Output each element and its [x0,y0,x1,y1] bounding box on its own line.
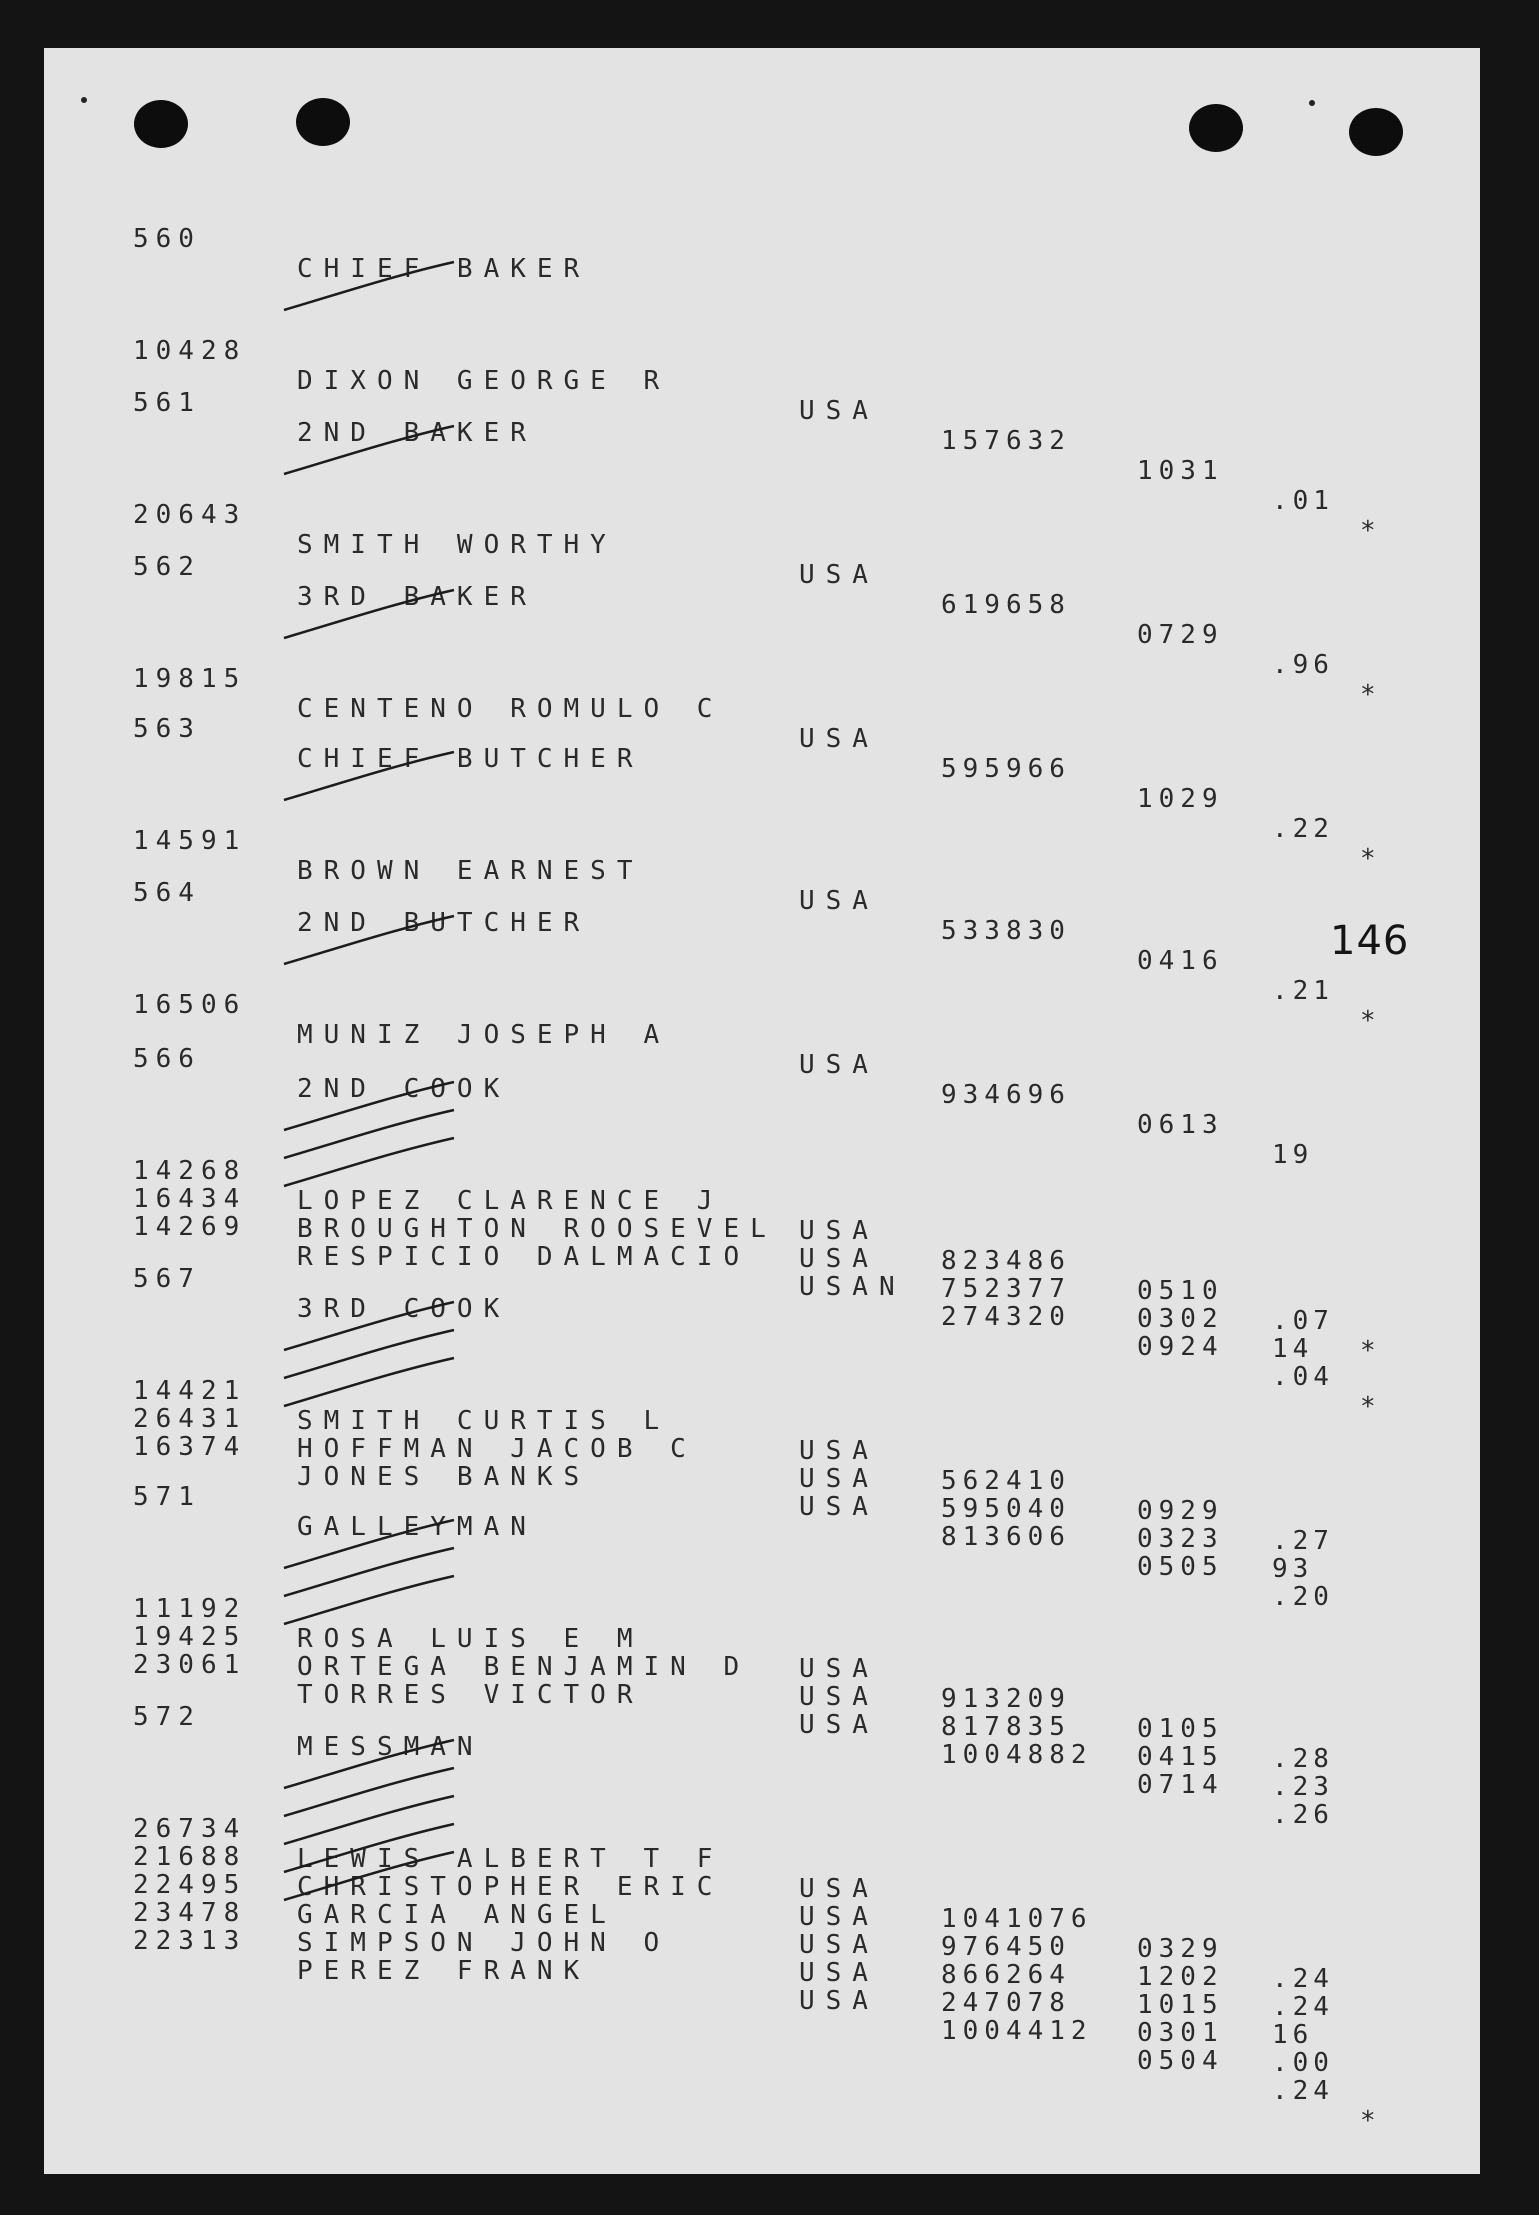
ink-speck [1309,100,1315,106]
row-id: 813606 [941,1522,1071,1552]
row-value: .00 [1272,2048,1334,2078]
row-name: HOFFMAN JACOB C [297,1434,697,1464]
punch-hole [1189,104,1243,152]
section-code: 564 [133,878,201,908]
row-id: 1041076 [941,1904,1093,1934]
row-id: 752377 [941,1274,1071,1304]
row-value: .24 [1272,1992,1334,2022]
row-nationality: USA [799,1986,879,2016]
row-value: .24 [1272,1964,1334,1994]
row-value: .28 [1272,1744,1334,1774]
row-id: 595040 [941,1494,1071,1524]
row-number: 22313 [133,1926,247,1956]
row-mark: * [1360,1006,1376,1036]
row-nationality: USA [799,1050,879,1080]
row-name: JONES BANKS [297,1462,591,1492]
row-nationality: USA [799,1710,879,1740]
row-nationality: USA [799,1492,879,1522]
row-value: 93 [1272,1554,1314,1584]
row-name: CHRISTOPHER ERIC [297,1872,724,1902]
row-nationality: USA [799,1244,879,1274]
section-code: 566 [133,1044,201,1074]
section-code: 560 [133,224,201,254]
row-nationality: USA [799,1464,879,1494]
page-number: 146 [1330,918,1410,964]
row-date: 1029 [1137,784,1224,814]
row-number: 26734 [133,1814,247,1844]
row-value: .96 [1272,650,1334,680]
row-date: 0613 [1137,1110,1224,1140]
section-code: 571 [133,1482,201,1512]
row-number: 16374 [133,1432,247,1462]
row-id: 1004882 [941,1740,1093,1770]
row-name: BROWN EARNEST [297,856,644,886]
section-code: 561 [133,388,201,418]
row-id: 157632 [941,426,1071,456]
row-mark: * [1360,516,1376,546]
row-number: 19425 [133,1622,247,1652]
section-title: 2ND COOK [297,1074,511,1104]
row-nationality: USA [799,1902,879,1932]
row-name: SMITH CURTIS L [297,1406,671,1436]
row-date: 0504 [1137,2046,1224,2076]
row-value: 19 [1272,1140,1314,1170]
row-value: .21 [1272,976,1334,1006]
section-code: 562 [133,552,201,582]
row-number: 23478 [133,1898,247,1928]
row-name: BROUGHTON ROOSEVEL [297,1214,777,1244]
punch-hole [134,100,188,148]
section-code: 572 [133,1702,201,1732]
row-number: 14268 [133,1156,247,1186]
row-mark: * [1360,1336,1376,1366]
row-date: 0329 [1137,1934,1224,1964]
row-number: 14591 [133,826,247,856]
row-id: 595966 [941,754,1071,784]
row-mark: * [1360,2106,1376,2136]
row-number: 26431 [133,1404,247,1434]
ink-speck [81,97,87,103]
row-name: ORTEGA BENJAMIN D [297,1652,751,1682]
row-number: 11192 [133,1594,247,1624]
row-id: 533830 [941,916,1071,946]
row-nationality: USA [799,1682,879,1712]
section-title: 2ND BUTCHER [297,908,591,938]
row-id: 274320 [941,1302,1071,1332]
row-id: 1004412 [941,2016,1093,2046]
section-code: 563 [133,714,201,744]
section-572 [44,1672,1480,2136]
row-nationality: USA [799,560,879,590]
row-date: 1202 [1137,1962,1224,1992]
row-value: .20 [1272,1582,1334,1612]
row-name: PEREZ FRANK [297,1956,591,1986]
row-id: 976450 [941,1932,1071,1962]
row-number: 10428 [133,336,247,366]
row-number: 23061 [133,1650,247,1680]
section-heading [44,1014,1480,1104]
row-date: 0302 [1137,1304,1224,1334]
row-number: 16506 [133,990,247,1020]
row-name: SIMPSON JOHN O [297,1928,671,1958]
row-nationality: USAN [799,1272,906,1302]
row-value: 16 [1272,2020,1314,2050]
section-title: GALLEYMAN [297,1512,537,1542]
row-date: 0105 [1137,1714,1224,1744]
row-name: LOPEZ CLARENCE J [297,1186,724,1216]
row-value: .01 [1272,486,1334,516]
row-nationality: USA [799,1654,879,1684]
row-date: 0924 [1137,1332,1224,1362]
row-name: CENTENO ROMULO C [297,694,724,724]
row-nationality: USA [799,1436,879,1466]
row-date: 0729 [1137,620,1224,650]
row-id: 619658 [941,590,1071,620]
row-name: TORRES VICTOR [297,1680,644,1710]
row-value: .24 [1272,2076,1334,2106]
row-mark: * [1360,680,1376,710]
row-date: 0415 [1137,1742,1224,1772]
row-name: SMITH WORTHY [297,530,617,560]
section-title: 3RD BAKER [297,582,537,612]
row-nationality: USA [799,1216,879,1246]
row-number: 14421 [133,1376,247,1406]
document-page [44,48,1480,2174]
section-title: CHIEF BUTCHER [297,744,644,774]
row-name: LEWIS ALBERT T F [297,1844,724,1874]
punch-hole [296,98,350,146]
row-id: 562410 [941,1466,1071,1496]
row-id: 913209 [941,1684,1071,1714]
row-value: .04 [1272,1362,1334,1392]
section-title: MESSMAN [297,1732,484,1762]
row-number: 19815 [133,664,247,694]
row-date: 0714 [1137,1770,1224,1800]
punch-hole [1349,108,1403,156]
row-name: RESPICIO DALMACIO [297,1242,751,1272]
row-value: .07 [1272,1306,1334,1336]
row-value: .22 [1272,814,1334,844]
row-name: ROSA LUIS E M [297,1624,644,1654]
row-number: 21688 [133,1842,247,1872]
row-date: 0323 [1137,1524,1224,1554]
row-name: GARCIA ANGEL [297,1900,617,1930]
row-name: DIXON GEORGE R [297,366,671,396]
section-title: 3RD COOK [297,1294,511,1324]
row-name: MUNIZ JOSEPH A [297,1020,671,1050]
row-id: 823486 [941,1246,1071,1276]
row-number: 20643 [133,500,247,530]
row-date: 0416 [1137,946,1224,976]
row-nationality: USA [799,1930,879,1960]
row-number: 16434 [133,1184,247,1214]
row-date: 1015 [1137,1990,1224,2020]
row-number: 22495 [133,1870,247,1900]
row-value: .23 [1272,1772,1334,1802]
row-value: 14 [1272,1334,1314,1364]
row-mark: * [1360,844,1376,874]
row-value: .26 [1272,1800,1334,1830]
row-mark: * [1360,1392,1376,1422]
row-date: 0505 [1137,1552,1224,1582]
section-code: 567 [133,1264,201,1294]
row-number: 14269 [133,1212,247,1242]
row-id: 934696 [941,1080,1071,1110]
row-date: 1031 [1137,456,1224,486]
row-nationality: USA [799,1958,879,1988]
row-id: 866264 [941,1960,1071,1990]
section-heading [44,194,1480,284]
row-date: 0510 [1137,1276,1224,1306]
row-id: 247078 [941,1988,1071,2018]
row-nationality: USA [799,886,879,916]
row-nationality: USA [799,1874,879,1904]
section-title: CHIEF BAKER [297,254,591,284]
section-title: 2ND BAKER [297,418,537,448]
row-id: 817835 [941,1712,1071,1742]
row-date: 0929 [1137,1496,1224,1526]
row-date: 0301 [1137,2018,1224,2048]
row-nationality: USA [799,724,879,754]
row-nationality: USA [799,396,879,426]
row-value: .27 [1272,1526,1334,1556]
